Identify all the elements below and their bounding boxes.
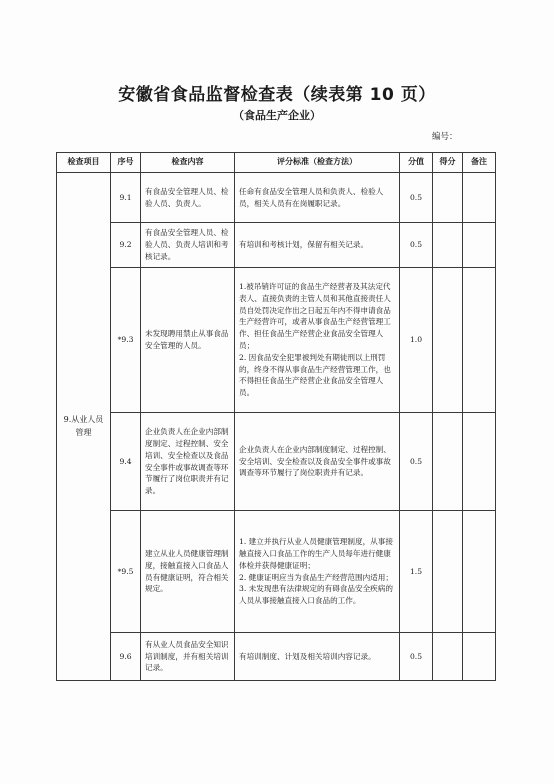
table-row: [57, 223, 496, 268]
row-obtained-cell[interactable]: [433, 511, 463, 633]
row-number: *9.3: [111, 268, 141, 413]
header-content: 检查内容: [141, 153, 235, 173]
row-score: 0.5: [400, 223, 433, 268]
row-criteria: 有培训和考核计划，保留有相关记录。: [235, 223, 400, 268]
header-category: 检查项目: [57, 153, 111, 173]
document-title: 安徽省食品监督检查表（续表第 10 页）: [118, 85, 436, 105]
row-content: 未发现聘用禁止从事食品安全管理的人员。: [141, 268, 235, 413]
row-number: 9.6: [111, 633, 141, 681]
row-remarks-cell[interactable]: [463, 633, 496, 681]
row-content: 有食品安全管理人员、检验人员、负责人培训和考核记录。: [141, 223, 235, 268]
header-remarks: 备注: [463, 153, 496, 173]
row-score: 0.5: [400, 413, 433, 511]
row-obtained-cell[interactable]: [433, 173, 463, 223]
row-content: 企业负责人在企业内部制度制定、过程控制、安全培训、安全检查以及食品安全事件或事故调查等环节履行了岗位职责并有记录。: [141, 413, 235, 511]
row-content: 有从业人员食品安全知识培训制度，并有相关培训记录。: [141, 633, 235, 681]
row-remarks-cell[interactable]: [463, 413, 496, 511]
header-number: 序号: [111, 153, 141, 173]
table-row: [57, 511, 496, 633]
row-criteria: 任命有食品安全管理人员和负责人、检验人员，相关人员有在岗履职记录。: [235, 173, 400, 223]
row-number: 9.1: [111, 173, 141, 223]
row-score: 1.5: [400, 511, 433, 633]
row-obtained-cell[interactable]: [433, 223, 463, 268]
row-number: 9.2: [111, 223, 141, 268]
document-subtitle: （食品生产企业）: [233, 109, 321, 122]
table-header-row: [57, 153, 496, 173]
row-obtained-cell[interactable]: [433, 633, 463, 681]
row-obtained-cell[interactable]: [433, 268, 463, 413]
header-score: 分值: [400, 153, 433, 173]
row-remarks-cell[interactable]: [463, 268, 496, 413]
row-number: 9.4: [111, 413, 141, 511]
row-remarks-cell[interactable]: [463, 223, 496, 268]
row-remarks-cell[interactable]: [463, 173, 496, 223]
header-criteria: 评分标准（检查方法）: [235, 153, 400, 173]
table-row: [57, 413, 496, 511]
row-criteria: 1.被吊销许可证的食品生产经营者及其法定代表人、直接负责的主管人员和其他直接责任人员自处罚决定作出之日起五年内不得申请食品生产经营许可，或者从事食品生产经营管理工作、担任食品生产经营企业食品安全管理人员； 2. 因食品安全犯罪被判处有期徒刑以上刑罚的，终身不得从事食品生产经营管理工作，也不得担任食品生产经营企业食品安全管理人员。: [235, 268, 400, 413]
table-row: [57, 633, 496, 681]
row-remarks-cell[interactable]: [463, 511, 496, 633]
row-criteria: 有培训制度、计划及相关培训内容记录。: [235, 633, 400, 681]
row-content: 有食品安全管理人员、检验人员、负责人。: [141, 173, 235, 223]
document-number-label: 编号：: [432, 132, 458, 142]
table-row: [57, 173, 496, 223]
row-criteria: 企业负责人在企业内部制度制定、过程控制、安全培训、安全检查以及食品安全事件或事故调查等环节履行了岗位职责并有记录。: [235, 413, 400, 511]
table-row: [57, 268, 496, 413]
row-content: 建立从业人员健康管理制度，接触直接入口食品人员有健康证明，符合相关规定。: [141, 511, 235, 633]
row-score: 0.5: [400, 633, 433, 681]
row-obtained-cell[interactable]: [433, 413, 463, 511]
row-number: *9.5: [111, 511, 141, 633]
category-cell: 9.从业人员管理: [57, 173, 111, 681]
row-score: 1.0: [400, 268, 433, 413]
row-criteria: 1. 建立并执行从业人员健康管理制度，从事接触直接入口食品工作的生产人员每年进行健康体检并获得健康证明； 2. 健康证明应当为食品生产经营范围内适用； 3. 未发现患有法律规定的有碍食品安全疾病的人员从事接触直接入口食品的工作。: [235, 511, 400, 633]
row-score: 0.5: [400, 173, 433, 223]
inspection-table: [56, 152, 496, 681]
header-obtained: 得分: [433, 153, 463, 173]
